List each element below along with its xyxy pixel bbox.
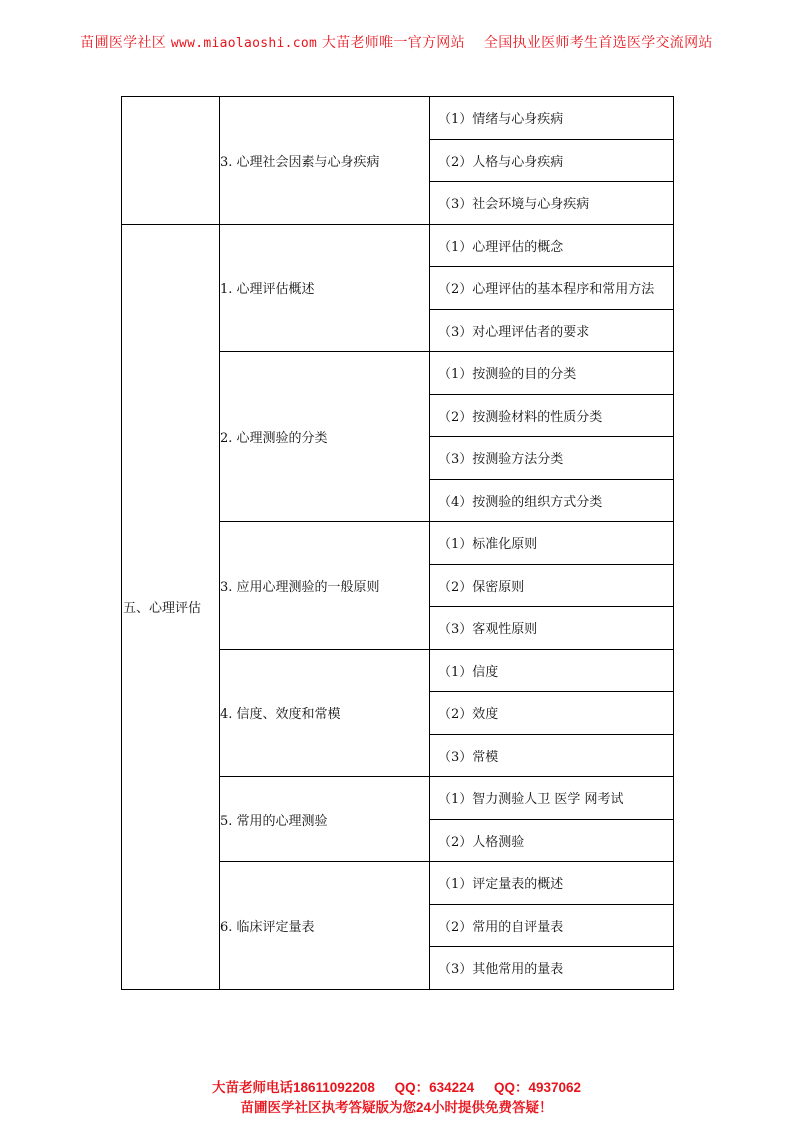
topic-name: 6. 临床评定量表 [220, 919, 315, 935]
item-cell: （2）人格与心身疾病 [430, 139, 674, 182]
item-cell: （1）标准化原则 [430, 522, 674, 565]
syllabus-table [121, 96, 674, 990]
item-cell: （2）人格测验 [430, 819, 674, 862]
table-row [122, 224, 674, 267]
footer-note: 苗圃医学社区执考答疑版为您24小时提供免费答疑！ [240, 1100, 553, 1115]
item-cell: （2）按测验材料的性质分类 [430, 394, 674, 437]
topic-cell [220, 352, 430, 522]
item-cell: （2）心理评估的基本程序和常用方法 [430, 267, 674, 310]
footer-qq-2: QQ：4937062 [493, 1080, 581, 1095]
item-cell: （1）评定量表的概述 [430, 862, 674, 905]
item-cell: （1）情绪与心身疾病 [430, 97, 674, 140]
topic-name: 2. 心理测验的分类 [220, 431, 328, 446]
topic-name: 1. 心理评估概述 [220, 282, 315, 298]
topic-name: 3. 应用心理测验的一般原则 [220, 579, 380, 595]
unit-cell-continued [122, 97, 220, 225]
page-header [0, 32, 793, 52]
topic-cell [220, 97, 430, 225]
footer-qq-1: QQ：634224 [394, 1080, 475, 1095]
topic-cell [220, 522, 430, 650]
unit-title: 五、心理评估 [123, 601, 202, 616]
unit-cell [122, 224, 220, 989]
item-cell: （4）按测验的组织方式分类 [430, 479, 674, 522]
item-cell: （1）按测验的目的分类 [430, 352, 674, 395]
topic-cell [220, 777, 430, 862]
item-cell: （2）常用的自评量表 [430, 904, 674, 947]
item-cell: （3）常模 [430, 734, 674, 777]
item-cell: （1）智力测验人卫 医学 网考试 [430, 777, 674, 820]
topic-name: 4. 信度、效度和常模 [220, 707, 341, 723]
item-cell: （2）效度 [430, 692, 674, 735]
header-tagline: 全国执业医师考生首选医学交流网站 [483, 35, 713, 51]
item-cell: （3）客观性原则 [430, 607, 674, 650]
footer-contact [0, 1076, 793, 1096]
topic-cell [220, 649, 430, 777]
topic-name: 5. 常用的心理测验 [220, 813, 328, 829]
topic-cell [220, 224, 430, 352]
table-row [122, 97, 674, 140]
item-cell: （3）按测验方法分类 [430, 437, 674, 480]
topic-name: 3. 心理社会因素与心身疾病 [220, 154, 380, 170]
item-cell: （1）信度 [430, 649, 674, 692]
item-cell: （3）其他常用的量表 [430, 947, 674, 990]
topic-cell [220, 862, 430, 990]
item-cell: （3）社会环境与心身疾病 [430, 182, 674, 225]
header-site-name: 苗圃医学社区 [80, 35, 167, 51]
item-cell: （2）保密原则 [430, 564, 674, 607]
header-slogan: 大苗老师唯一官方网站 [321, 35, 465, 51]
header-url-link[interactable]: www.miaolaoshi.com [170, 36, 318, 51]
item-cell: （3）对心理评估者的要求 [430, 309, 674, 352]
item-cell: （1）心理评估的概念 [430, 224, 674, 267]
footer-phone: 大苗老师电话18611092208 [212, 1080, 375, 1095]
